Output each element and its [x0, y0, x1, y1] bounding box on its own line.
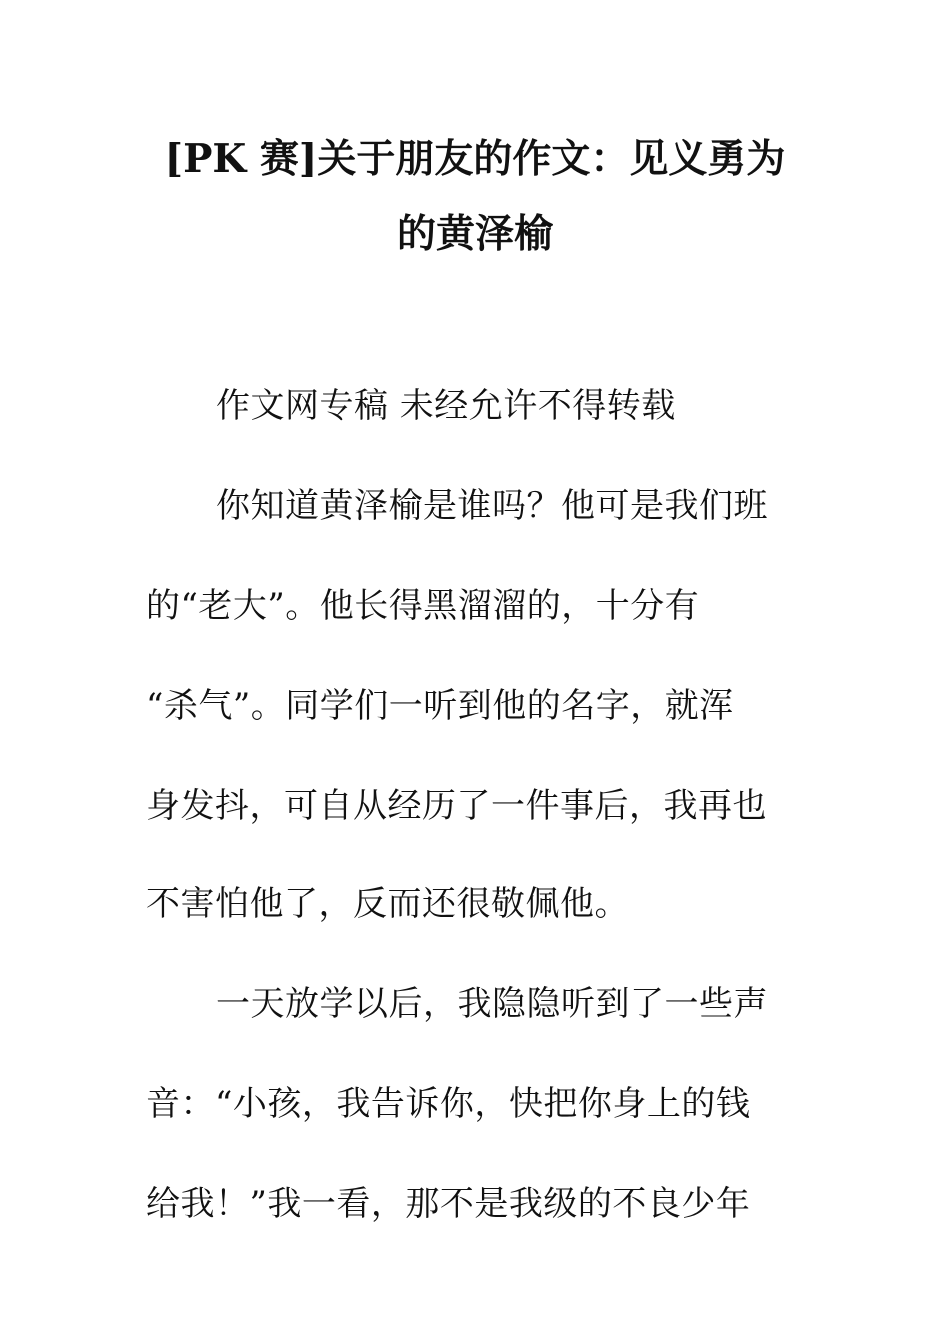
paragraph-line: 作文网专稿 未经允许不得转载	[216, 386, 676, 426]
document-title-line-2: 的黄泽榆	[396, 211, 553, 257]
paragraph-line: 一天放学以后，我隐隐听到了一些声	[216, 984, 768, 1024]
paragraph-line: “杀气”。同学们一听到他的名字，就浑	[146, 686, 734, 726]
document-title-line-1: [PK 赛]关于朋友的作文：见义勇为	[164, 136, 786, 182]
paragraph-line: 不害怕他了，反而还很敬佩他。	[146, 884, 629, 924]
paragraph-line: 你知道黄泽榆是谁吗？他可是我们班	[216, 486, 768, 526]
paragraph-line: 音：“小孩，我告诉你，快把你身上的钱	[146, 1084, 751, 1124]
paragraph-line: 给我！”我一看，那不是我级的不良少年	[146, 1184, 751, 1224]
paragraph-line: 的“老大”。他长得黑溜溜的，十分有	[146, 586, 700, 626]
paragraph-line: 身发抖，可自从经历了一件事后，我再也	[146, 786, 767, 826]
